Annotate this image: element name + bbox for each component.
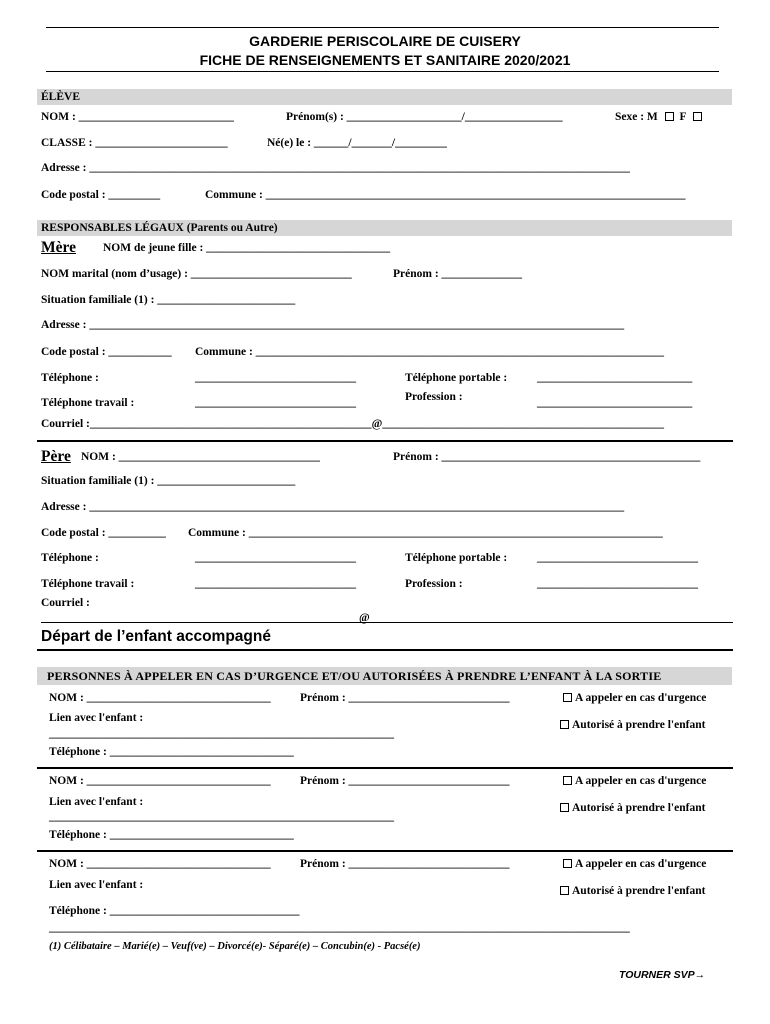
urgence-1-autorise-label: Autorisé à prendre l'enfant: [572, 719, 706, 731]
mere-nom-marital-field[interactable]: NOM marital (nom d’usage) : ____________________________: [41, 268, 352, 280]
top-rule: [46, 27, 719, 28]
mere-telephone-field[interactable]: ____________________________: [195, 372, 356, 384]
urgence-2-lien-label: Lien avec l'enfant :: [49, 796, 144, 808]
mere-tel-travail-field[interactable]: ____________________________: [195, 397, 356, 409]
mere-profession-field[interactable]: ___________________________: [537, 397, 693, 409]
urgence-3-prenom-field[interactable]: Prénom : ____________________________: [300, 858, 510, 870]
eleve-nom-field[interactable]: NOM : ___________________________: [41, 111, 234, 123]
urgence-1-autorise[interactable]: [560, 719, 705, 731]
urgence-2-appeler[interactable]: [563, 775, 706, 787]
sexe-f-checkbox[interactable]: [693, 112, 702, 121]
page-title-line2: FICHE DE RENSEIGNEMENTS ET SANITAIRE 2020/2021: [199, 52, 571, 68]
pere-tel-travail-field[interactable]: ____________________________: [195, 578, 356, 590]
sexe-m-checkbox[interactable]: [665, 112, 674, 121]
mere-adresse-field[interactable]: Adresse : _____________________________________________________________________________________________: [41, 319, 625, 331]
pere-tel-travail-label: Téléphone travail :: [41, 578, 135, 590]
section-responsables: RESPONSABLES LÉGAUX (Parents ou Autre): [37, 220, 732, 236]
urgence-1-lien-label: Lien avec l'enfant :: [49, 712, 144, 724]
pere-telephone-label: Téléphone :: [41, 552, 99, 564]
urgence-divider-1: [37, 767, 733, 769]
urgence-2-nom-field[interactable]: NOM : ________________________________: [49, 775, 271, 787]
eleve-commune-field[interactable]: Commune : _________________________________________________________________________: [205, 189, 686, 201]
eleve-sexe: [615, 111, 705, 123]
urgence-1-appeler-label: A appeler en cas d'urgence: [575, 692, 707, 704]
mere-tel-travail-label: Téléphone travail :: [41, 397, 135, 409]
mere-pere-divider: [37, 440, 733, 442]
urgence-2-lien-field[interactable]: ____________________________________________________________: [49, 811, 394, 823]
mere-code-postal-field[interactable]: Code postal : ___________: [41, 346, 172, 358]
pere-courriel-line[interactable]: [41, 622, 733, 623]
pere-profession-field[interactable]: ____________________________: [537, 578, 698, 590]
title-rule: [46, 71, 719, 72]
urgence-2-autorise-checkbox[interactable]: [560, 803, 569, 812]
pere-situation-field[interactable]: Situation familiale (1) : ________________________: [41, 475, 296, 487]
urgence-2-appeler-checkbox[interactable]: [563, 776, 572, 785]
mere-profession-label: Profession :: [405, 391, 463, 403]
urgence-3-autorise-checkbox[interactable]: [560, 886, 569, 895]
pere-prenom-field[interactable]: Prénom : _____________________________________________: [393, 451, 701, 463]
pere-telephone-field[interactable]: ____________________________: [195, 552, 356, 564]
eleve-classe-field[interactable]: CLASSE : _______________________: [41, 137, 228, 149]
urgence-1-autorise-checkbox[interactable]: [560, 720, 569, 729]
urgence-2-prenom-field[interactable]: Prénom : ____________________________: [300, 775, 510, 787]
section-eleve: ÉLÈVE: [37, 89, 732, 105]
urgence-2-autorise[interactable]: [560, 802, 705, 814]
urgence-1-nom-field[interactable]: NOM : ________________________________: [49, 692, 271, 704]
urgence-2-appeler-label: A appeler en cas d'urgence: [575, 775, 707, 787]
depart-heading: Départ de l’enfant accompagné: [41, 628, 271, 645]
page-title-line1: GARDERIE PERISCOLAIRE DE CUISERY: [249, 33, 521, 49]
urgence-3-appeler-checkbox[interactable]: [563, 859, 572, 868]
mere-nom-jeune-fille-field[interactable]: NOM de jeune fille : ________________________________: [103, 242, 391, 254]
sexe-f-label: F: [679, 111, 687, 123]
mere-heading: Mère: [41, 239, 76, 256]
sexe-label: Sexe : M: [615, 111, 658, 123]
pere-courriel-at: @: [359, 612, 370, 624]
urgence-3-appeler[interactable]: [563, 858, 706, 870]
urgence-1-prenom-field[interactable]: Prénom : ____________________________: [300, 692, 510, 704]
urgence-divider-2: [37, 850, 733, 852]
pere-profession-label: Profession :: [405, 578, 463, 590]
mere-situation-field[interactable]: Situation familiale (1) : ________________________: [41, 294, 296, 306]
section-urgence: PERSONNES À APPELER EN CAS D’URGENCE ET/OU AUTORISÉES À PRENDRE L’ENFANT À LA SORTIE: [37, 667, 732, 685]
depart-rule: [37, 649, 733, 651]
footnote-rule: _____________________________________________________________________________________________________: [49, 922, 630, 934]
urgence-1-telephone-field[interactable]: Téléphone : ________________________________: [49, 746, 294, 758]
urgence-3-nom-field[interactable]: NOM : ________________________________: [49, 858, 271, 870]
eleve-code-postal-field[interactable]: Code postal : _________: [41, 189, 161, 201]
urgence-1-appeler-checkbox[interactable]: [563, 693, 572, 702]
pere-commune-field[interactable]: Commune : ________________________________________________________________________: [188, 527, 663, 539]
urgence-3-lien-label: Lien avec l'enfant :: [49, 879, 144, 891]
urgence-3-autorise-label: Autorisé à prendre l'enfant: [572, 885, 706, 897]
eleve-naissance-field[interactable]: Né(e) le : ______/_______/_________: [267, 137, 447, 149]
mere-prenom-field[interactable]: Prénom : ______________: [393, 268, 523, 280]
urgence-3-telephone-field[interactable]: Téléphone : _________________________________: [49, 905, 300, 917]
urgence-1-appeler[interactable]: [563, 692, 706, 704]
pere-nom-field[interactable]: NOM : ___________________________________: [81, 451, 320, 463]
urgence-2-autorise-label: Autorisé à prendre l'enfant: [572, 802, 706, 814]
pere-adresse-field[interactable]: Adresse : _____________________________________________________________________________________________: [41, 501, 625, 513]
pere-courriel-label: Courriel :: [41, 597, 90, 609]
mere-telephone-label: Téléphone :: [41, 372, 99, 384]
eleve-adresse-field[interactable]: Adresse : ______________________________________________________________________________________________: [41, 162, 630, 174]
pere-code-postal-field[interactable]: Code postal : __________: [41, 527, 166, 539]
mere-commune-field[interactable]: Commune : _______________________________________________________________________: [195, 346, 664, 358]
footnote-text: (1) Célibataire – Marié(e) – Veuf(ve) – Divorcé(e)- Séparé(e) – Concubin(e) - Pacsé(e): [49, 941, 421, 952]
pere-tel-portable-label: Téléphone portable :: [405, 552, 508, 564]
urgence-1-lien-field[interactable]: ____________________________________________________________: [49, 728, 394, 740]
tourner-svp: TOURNER SVP→: [619, 969, 706, 981]
pere-tel-portable-field[interactable]: ____________________________: [537, 552, 698, 564]
eleve-prenom-field[interactable]: Prénom(s) : ____________________/_________________: [286, 111, 563, 123]
mere-tel-portable-label: Téléphone portable :: [405, 372, 508, 384]
pere-heading: Père: [41, 448, 71, 465]
urgence-2-telephone-field[interactable]: Téléphone : ________________________________: [49, 829, 294, 841]
urgence-3-appeler-label: A appeler en cas d'urgence: [575, 858, 707, 870]
urgence-3-autorise[interactable]: [560, 885, 705, 897]
mere-courriel-field[interactable]: Courriel :_________________________________________________@_________________________________________________: [41, 418, 665, 430]
mere-tel-portable-field[interactable]: ___________________________: [537, 372, 693, 384]
